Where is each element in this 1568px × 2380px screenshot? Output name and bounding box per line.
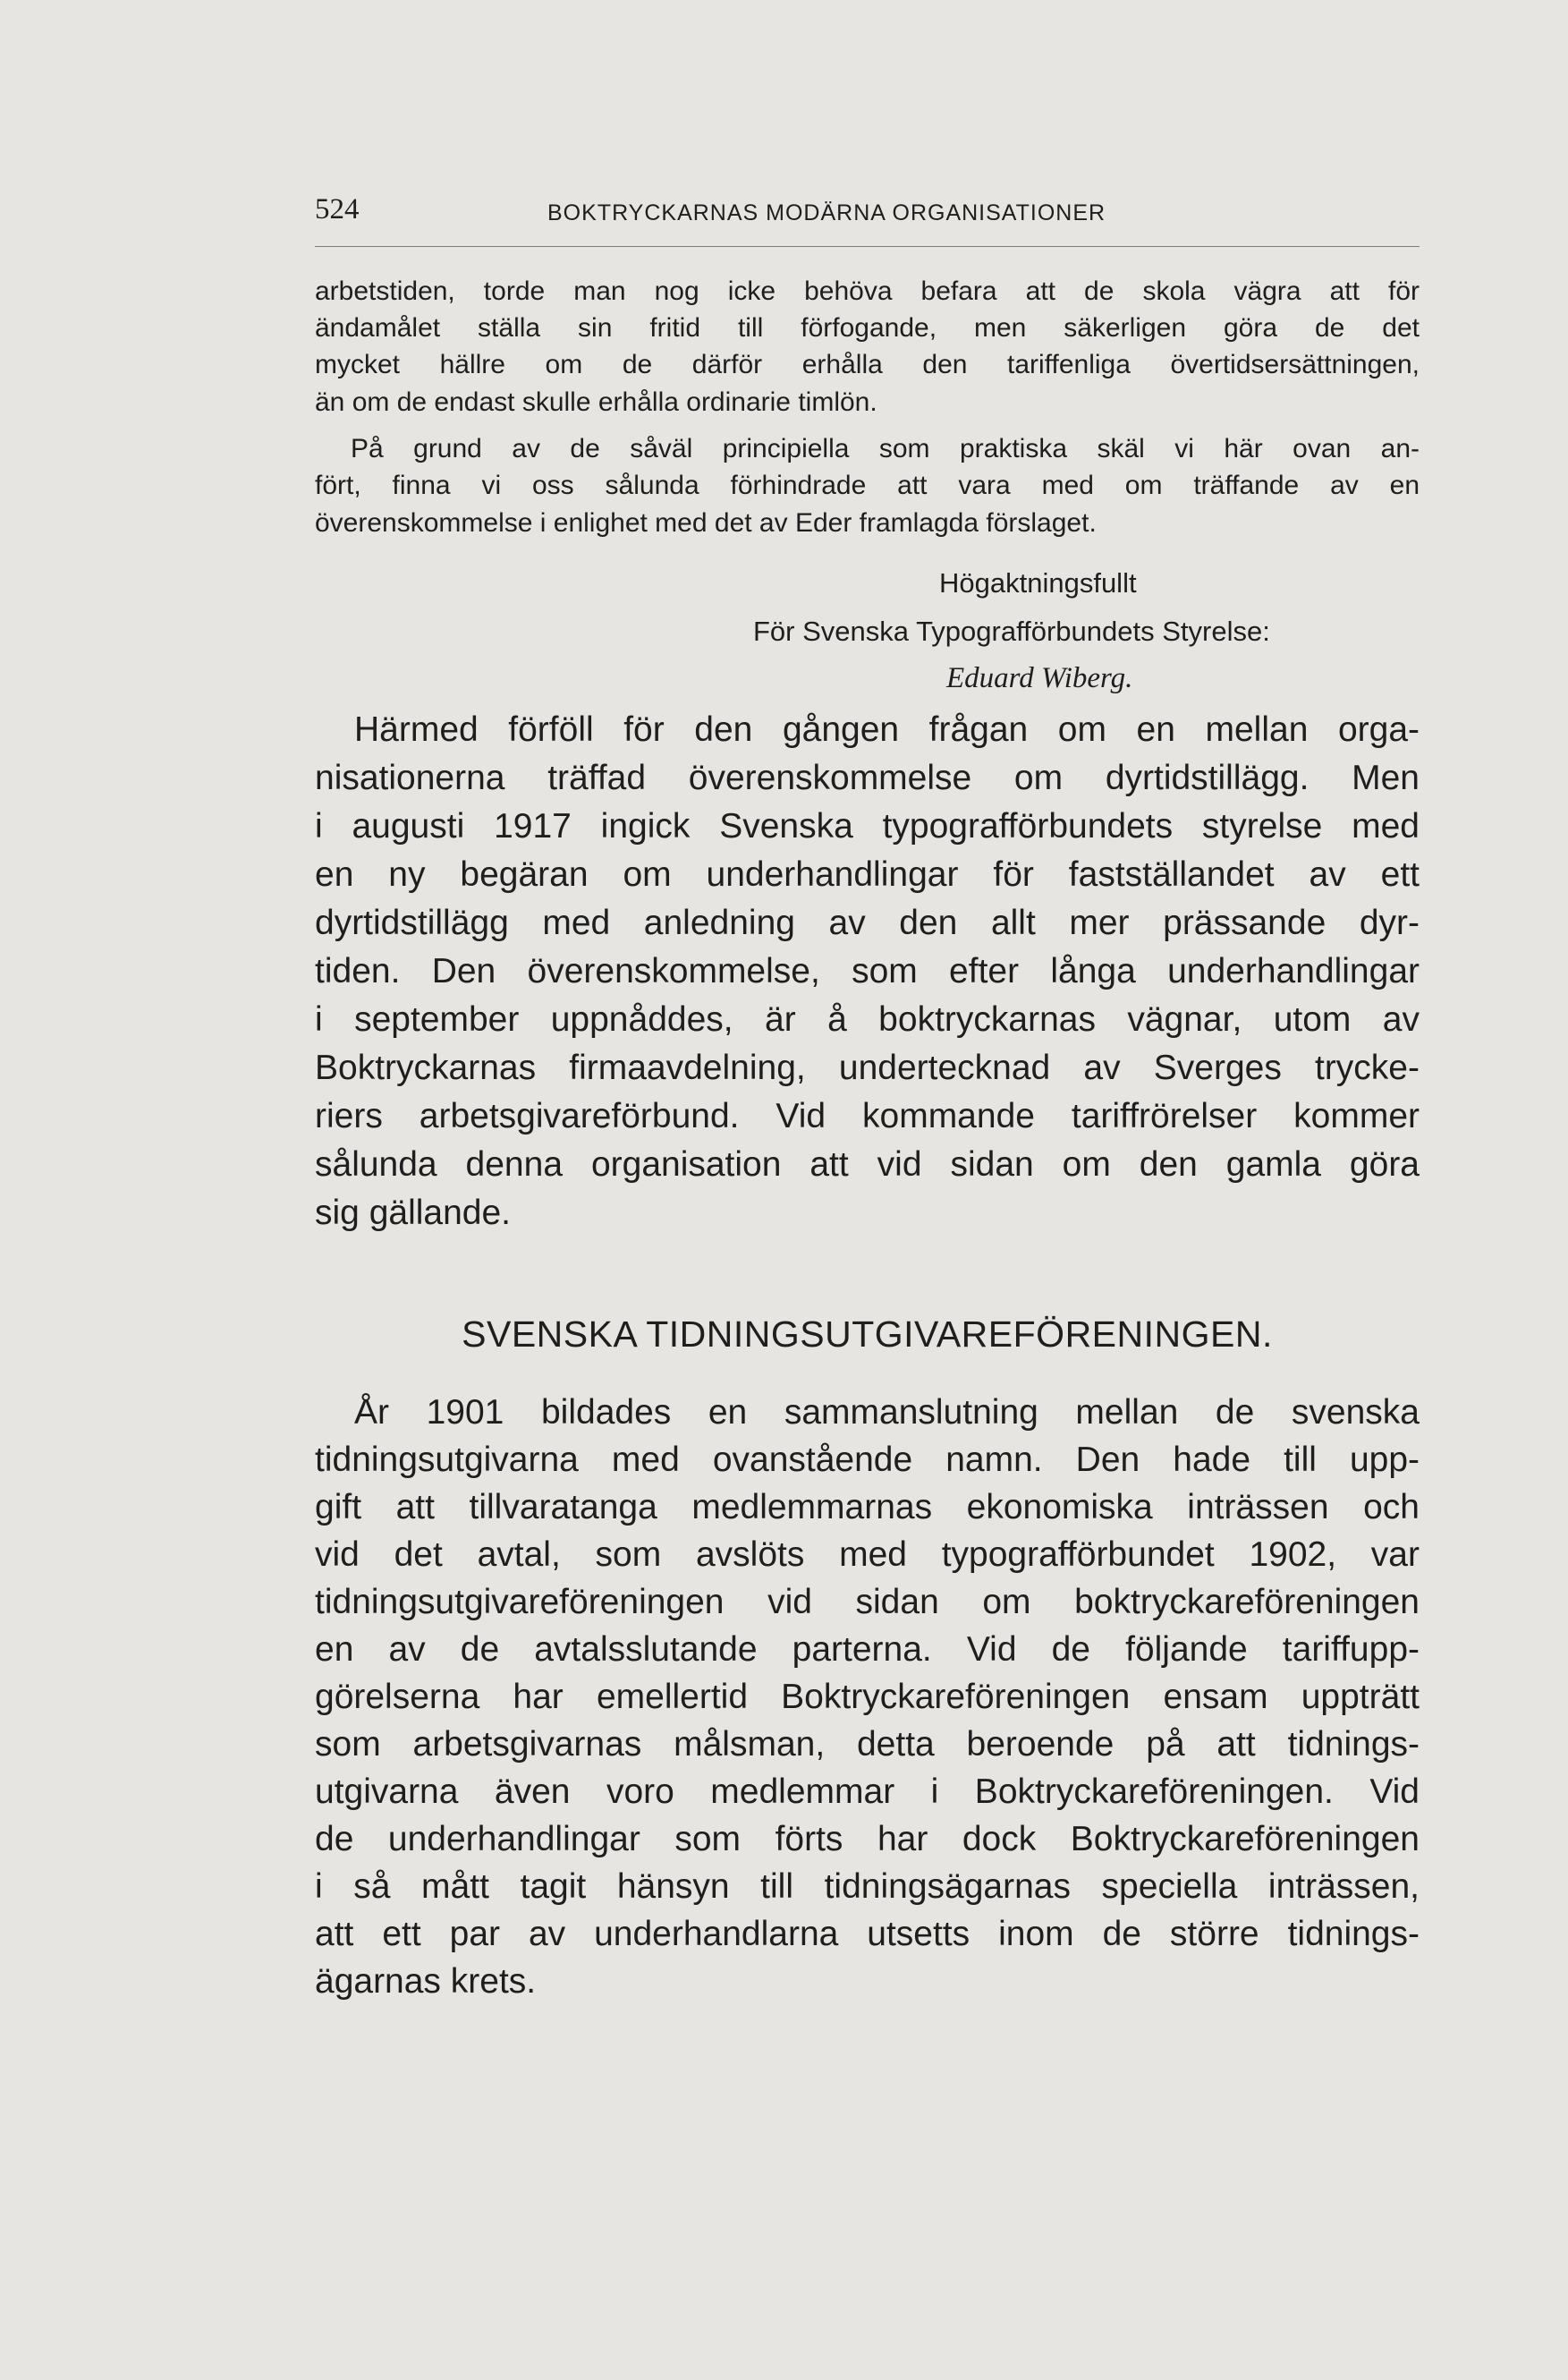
text-line: utgivarna även voro medlemmar i Boktryckareföreningen. Vid [315, 1772, 1420, 1811]
text-line: tidningsutgivareföreningen vid sidan om boktryckareföreningen [315, 1583, 1420, 1621]
letter-paragraph-1 [315, 273, 1420, 425]
section-heading: SVENSKA TIDNINGSUTGIVAREFÖRENINGEN. [462, 1313, 1273, 1355]
text-line: överenskommelse i enlighet med det av Eder framlagda förslaget. [315, 508, 1097, 538]
text-line: Boktryckarnas firmaavdelning, undertecknad av Sverges trycke- [315, 1049, 1420, 1087]
text-line: en ny begäran om underhandlingar för fastställandet av ett [315, 855, 1420, 894]
text-line: På grund av de såväl principiella som praktiska skäl vi här ovan an- [351, 434, 1420, 463]
text-line: att ett par av underhandlarna utsetts inom de större tidnings- [315, 1915, 1420, 1953]
text-line: nisationerna träffad överenskommelse om dyrtidstillägg. Men [315, 759, 1420, 797]
text-line: riers arbetsgivareförbund. Vid kommande tariffrörelser kommer [315, 1097, 1420, 1135]
text-line: År 1901 bildades en sammanslutning mellan de svenska [354, 1393, 1420, 1432]
letter-paragraph-2 [315, 430, 1420, 547]
page-number: 524 [315, 193, 360, 225]
running-title: BOKTRYCKARNAS MODÄRNA ORGANISATIONER [547, 200, 1106, 225]
text-line: en av de avtalsslutande parterna. Vid de följande tariffupp- [315, 1630, 1420, 1669]
text-line: som arbetsgivarnas målsman, detta beroende på att tidnings- [315, 1725, 1420, 1764]
text-line: de underhandlingar som förts har dock Boktryckareföreningen [315, 1820, 1420, 1858]
text-line: görelserna har emellertid Boktryckareföreningen ensam uppträtt [315, 1678, 1420, 1716]
text-line: än om de endast skulle erhålla ordinarie timlön. [315, 387, 877, 417]
text-line: vid det avtal, som avslöts med typografförbundet 1902, var [315, 1535, 1420, 1574]
text-line: ägarnas krets. [315, 1962, 537, 2001]
text-line: tidningsutgivarna med ovanstående namn. Den hade till upp- [315, 1441, 1420, 1479]
text-line: sålunda denna organisation att vid sidan om den gamla göra [315, 1145, 1420, 1184]
signature: Eduard Wiberg. [946, 662, 1133, 694]
page-header [315, 193, 1420, 247]
text-line: mycket hällre om de därför erhålla den tariffenliga övertidsersättningen, [315, 350, 1420, 379]
section-paragraph-1 [315, 1389, 1420, 2033]
text-line: dyrtidstillägg med anledning av den allt mer prässande dyr- [315, 904, 1420, 942]
text-line: i augusti 1917 ingick Svenska typografförbundets styrelse med [315, 807, 1420, 846]
text-line: arbetstiden, torde man nog icke behöva befara att de skola vägra att för [315, 276, 1420, 306]
text-line: Härmed förföll för den gången frågan om en mellan orga- [354, 710, 1420, 749]
header-rule [315, 246, 1420, 247]
text-line: tiden. Den överenskommelse, som efter långa underhandlingar [315, 952, 1420, 990]
body-paragraph-1 [315, 706, 1420, 1243]
text-line: sig gällande. [315, 1194, 511, 1232]
text-line: ändamålet ställa sin fritid till förfogande, men säkerligen göra de det [315, 313, 1420, 343]
text-line: fört, finna vi oss sålunda förhindrade att vara med om träffande av en [315, 471, 1420, 500]
text-line: gift att tillvaratanga medlemmarnas ekonomiska inträssen och [315, 1488, 1420, 1526]
text-line: i så mått tagit hänsyn till tidningsägarnas speciella inträssen, [315, 1867, 1420, 1906]
closing-salutation: Högaktningsfullt [939, 567, 1137, 599]
text-line: i september uppnåddes, är å boktryckarnas vägnar, utom av [315, 1000, 1420, 1039]
signed-for: För Svenska Typografförbundets Styrelse: [753, 616, 1270, 647]
